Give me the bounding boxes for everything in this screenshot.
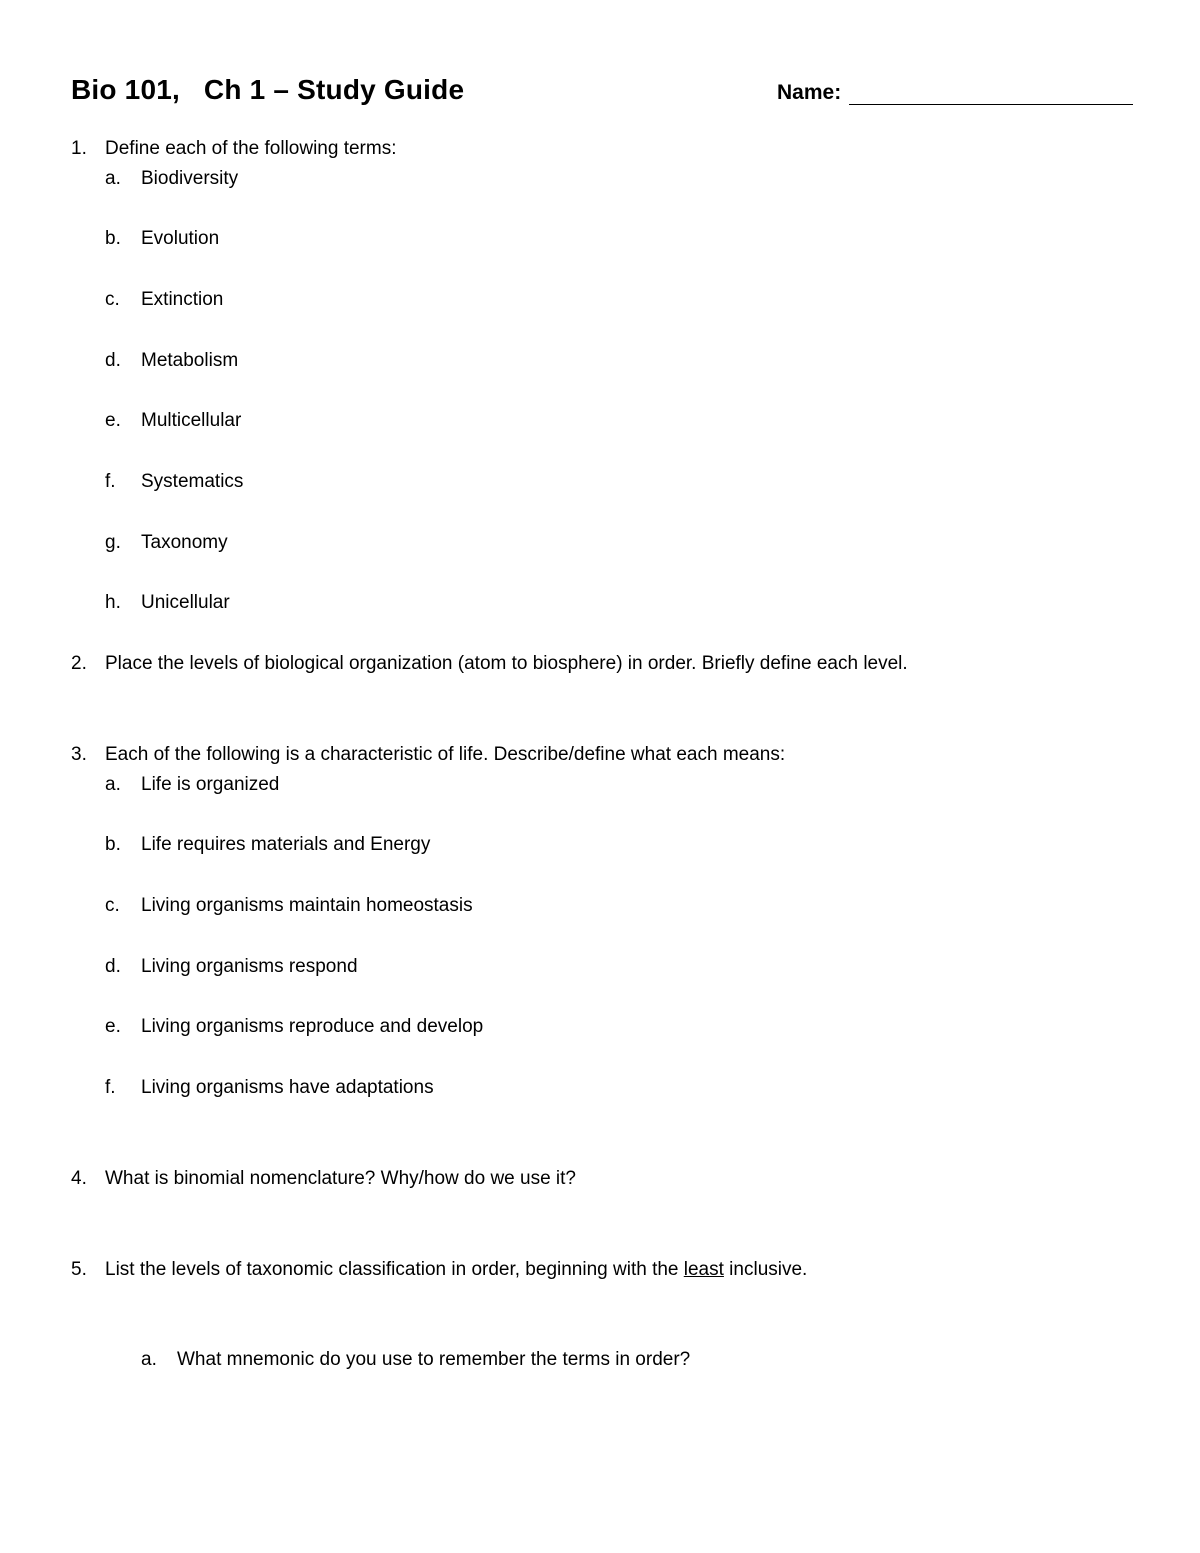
question-text-part: List the levels of taxonomic classification in order, beginning with the [105,1259,684,1280]
name-field [777,80,1133,105]
term-taxonomy: Taxonomy [141,532,228,553]
item-letter: c. [105,289,120,310]
question-text-part: inclusive. [723,1259,808,1280]
item-letter: e. [105,410,121,431]
term-unicellular: Unicellular [141,592,230,613]
item-letter: d. [105,350,121,371]
item-letter: f. [105,471,116,492]
characteristic-text: Life requires materials and Energy [141,834,431,855]
question-text: Place the levels of biological organization (atom to biosphere) in order. Briefly define each level. [105,653,908,674]
item-letter: a. [141,1349,157,1370]
term-metabolism: Metabolism [141,350,239,371]
item-letter: e. [105,1016,121,1037]
question-text: Define each of the following terms: [105,138,397,159]
item-letter: a. [105,774,121,795]
term-biodiversity: Biodiversity [141,168,239,189]
name-label: Name: [777,81,842,104]
question-text: Each of the following is a characteristic of life. Describe/define what each means: [105,744,786,765]
page-title: Bio 101, Ch 1 – Study Guide [71,74,465,105]
name-blank-line[interactable] [849,80,1133,105]
question-number: 1. [71,138,87,159]
item-letter: f. [105,1077,116,1098]
question-number: 4. [71,1168,87,1189]
question-number: 3. [71,744,87,765]
term-evolution: Evolution [141,228,220,249]
characteristic-text: Living organisms reproduce and develop [141,1016,484,1037]
item-letter: b. [105,834,121,855]
item-letter: h. [105,592,121,613]
term-extinction: Extinction [141,289,224,310]
characteristic-text: Living organisms respond [141,956,358,977]
question-number: 5. [71,1259,87,1280]
item-letter: b. [105,228,121,249]
question-text: What is binomial nomenclature? Why/how do we use it? [105,1168,577,1189]
item-letter: d. [105,956,121,977]
characteristic-text: Life is organized [141,774,280,795]
characteristic-text: Living organisms have adaptations [141,1077,434,1098]
item-letter: g. [105,532,121,553]
question-number: 2. [71,653,87,674]
sub-question-text: What mnemonic do you use to remember the terms in order? [177,1349,691,1370]
term-multicellular: Multicellular [141,410,242,431]
underlined-word: least [683,1259,724,1280]
item-letter: a. [105,168,121,189]
term-systematics: Systematics [141,471,244,492]
characteristic-text: Living organisms maintain homeostasis [141,895,473,916]
question-text [105,1258,807,1282]
item-letter: c. [105,895,120,916]
